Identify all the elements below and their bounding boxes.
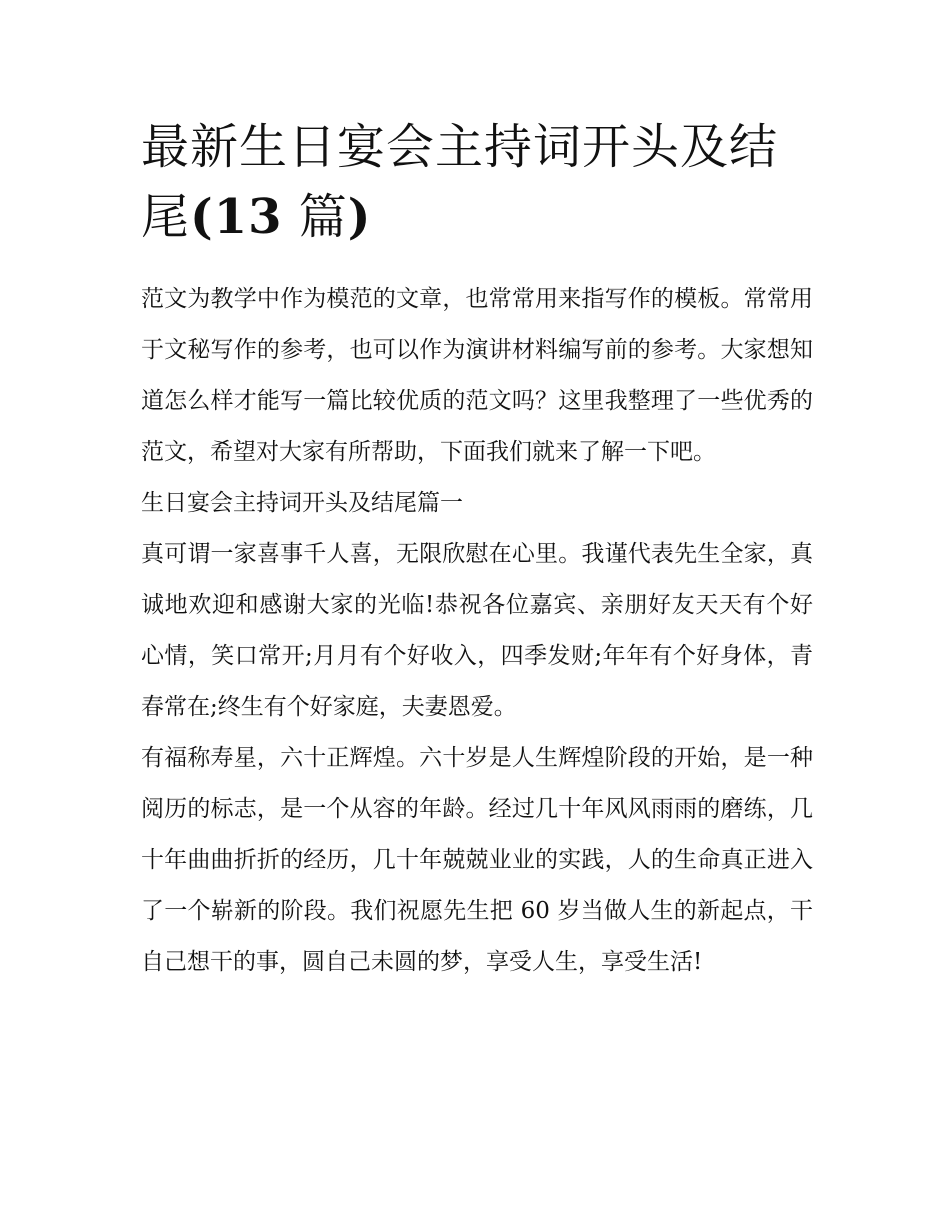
section-heading: 生日宴会主持词开头及结尾篇一 [141, 490, 463, 516]
document-body [141, 274, 813, 988]
title-number: (13 [190, 189, 283, 245]
document-title [141, 112, 813, 252]
document-page [141, 112, 813, 988]
intro-paragraph: 范文为教学中作为模范的文章，也常常用来指写作的模板。常常用于文秘写作的参考，也可以作为演讲材料编写前的参考。大家想知道怎么样才能写一篇比较优质的范文吗？这里我整理了一些优秀的范文，希望对大家有所帮助，下面我们就来了解一下吧。 [141, 286, 813, 465]
title-suffix: 篇 [282, 189, 348, 245]
body-paragraph: 真可谓一家喜事千人喜，无限欣慰在心里。我谨代表先生全家，真诚地欢迎和感谢大家的光临!恭祝各位嘉宾、亲朋好友天天有个好心情，笑口常开;月月有个好收入，四季发财;年年有个好身体，青春常在;终生有个好家庭，夫妻恩爱。 [141, 541, 813, 720]
title-text: 最新生日宴会主持词开头及结尾 [141, 119, 779, 245]
body-paragraph: 有福称寿星，六十正辉煌。六十岁是人生辉煌阶段的开始，是一种阅历的标志，是一个从容的年龄。经过几十年风风雨雨的磨练，几十年曲曲折折的经历，几十年兢兢业业的实践，人的生命真正进入了一个崭新的阶段。我们祝愿先生把 60 岁当做人生的新起点，干自己想干的事，圆自己未圆的梦，享受人生，享受生活! [141, 745, 813, 975]
title-close: ) [347, 189, 372, 245]
